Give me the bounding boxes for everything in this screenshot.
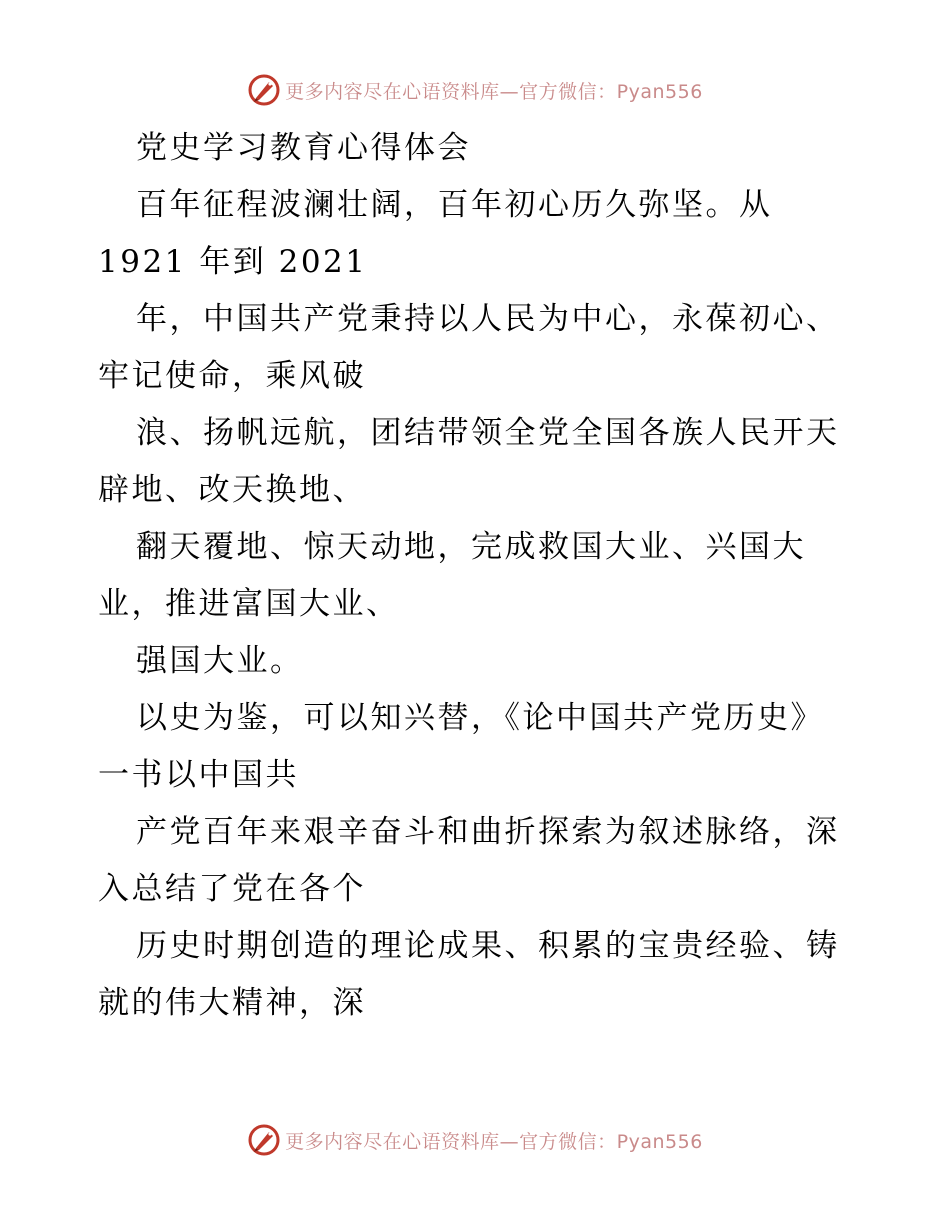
text-line: 牢记使命，乘风破 [98, 358, 366, 394]
text-line: 浪、扬帆远航，团结带领全党全国各族人民开天 [136, 415, 840, 451]
text-line: 翻天覆地、惊天动地，完成救国大业、兴国大 [136, 529, 806, 565]
pen-nib-circle-icon [247, 73, 281, 107]
text-line: 历史时期创造的理论成果、积累的宝贵经验、铸 [136, 928, 840, 964]
text-line: 入总结了党在各个 [98, 871, 366, 907]
text-line: 一书以中国共 [98, 757, 299, 793]
text-line: 党史学习教育心得体会 [136, 130, 471, 166]
document-body [98, 120, 858, 1032]
text-line: 年，中国共产党秉持以人民为中心，永葆初心、 [136, 301, 840, 337]
text-line: 百年征程波澜壮阔，百年初心历久弥坚。从 [136, 187, 773, 223]
text-line: 业，推进富国大业、 [98, 586, 400, 622]
text-line: 强国大业。 [136, 643, 304, 679]
text-line: 产党百年来艰辛奋斗和曲折探索为叙述脉络，深 [136, 814, 840, 850]
footer-watermark [0, 1120, 950, 1160]
pen-nib-circle-icon [247, 1123, 281, 1157]
text-line: 辟地、改天换地、 [98, 472, 366, 508]
watermark-text: 更多内容尽在心语资料库—官方微信：Pyan556 [285, 1130, 703, 1153]
watermark-text: 更多内容尽在心语资料库—官方微信：Pyan556 [285, 80, 703, 103]
text-line: 就的伟大精神，深 [98, 985, 366, 1021]
header-watermark [0, 70, 950, 110]
text-line: 以史为鉴，可以知兴替，《论中国共产党历史》 [136, 700, 824, 736]
text-line: 1921 年到 2021 [98, 244, 368, 280]
